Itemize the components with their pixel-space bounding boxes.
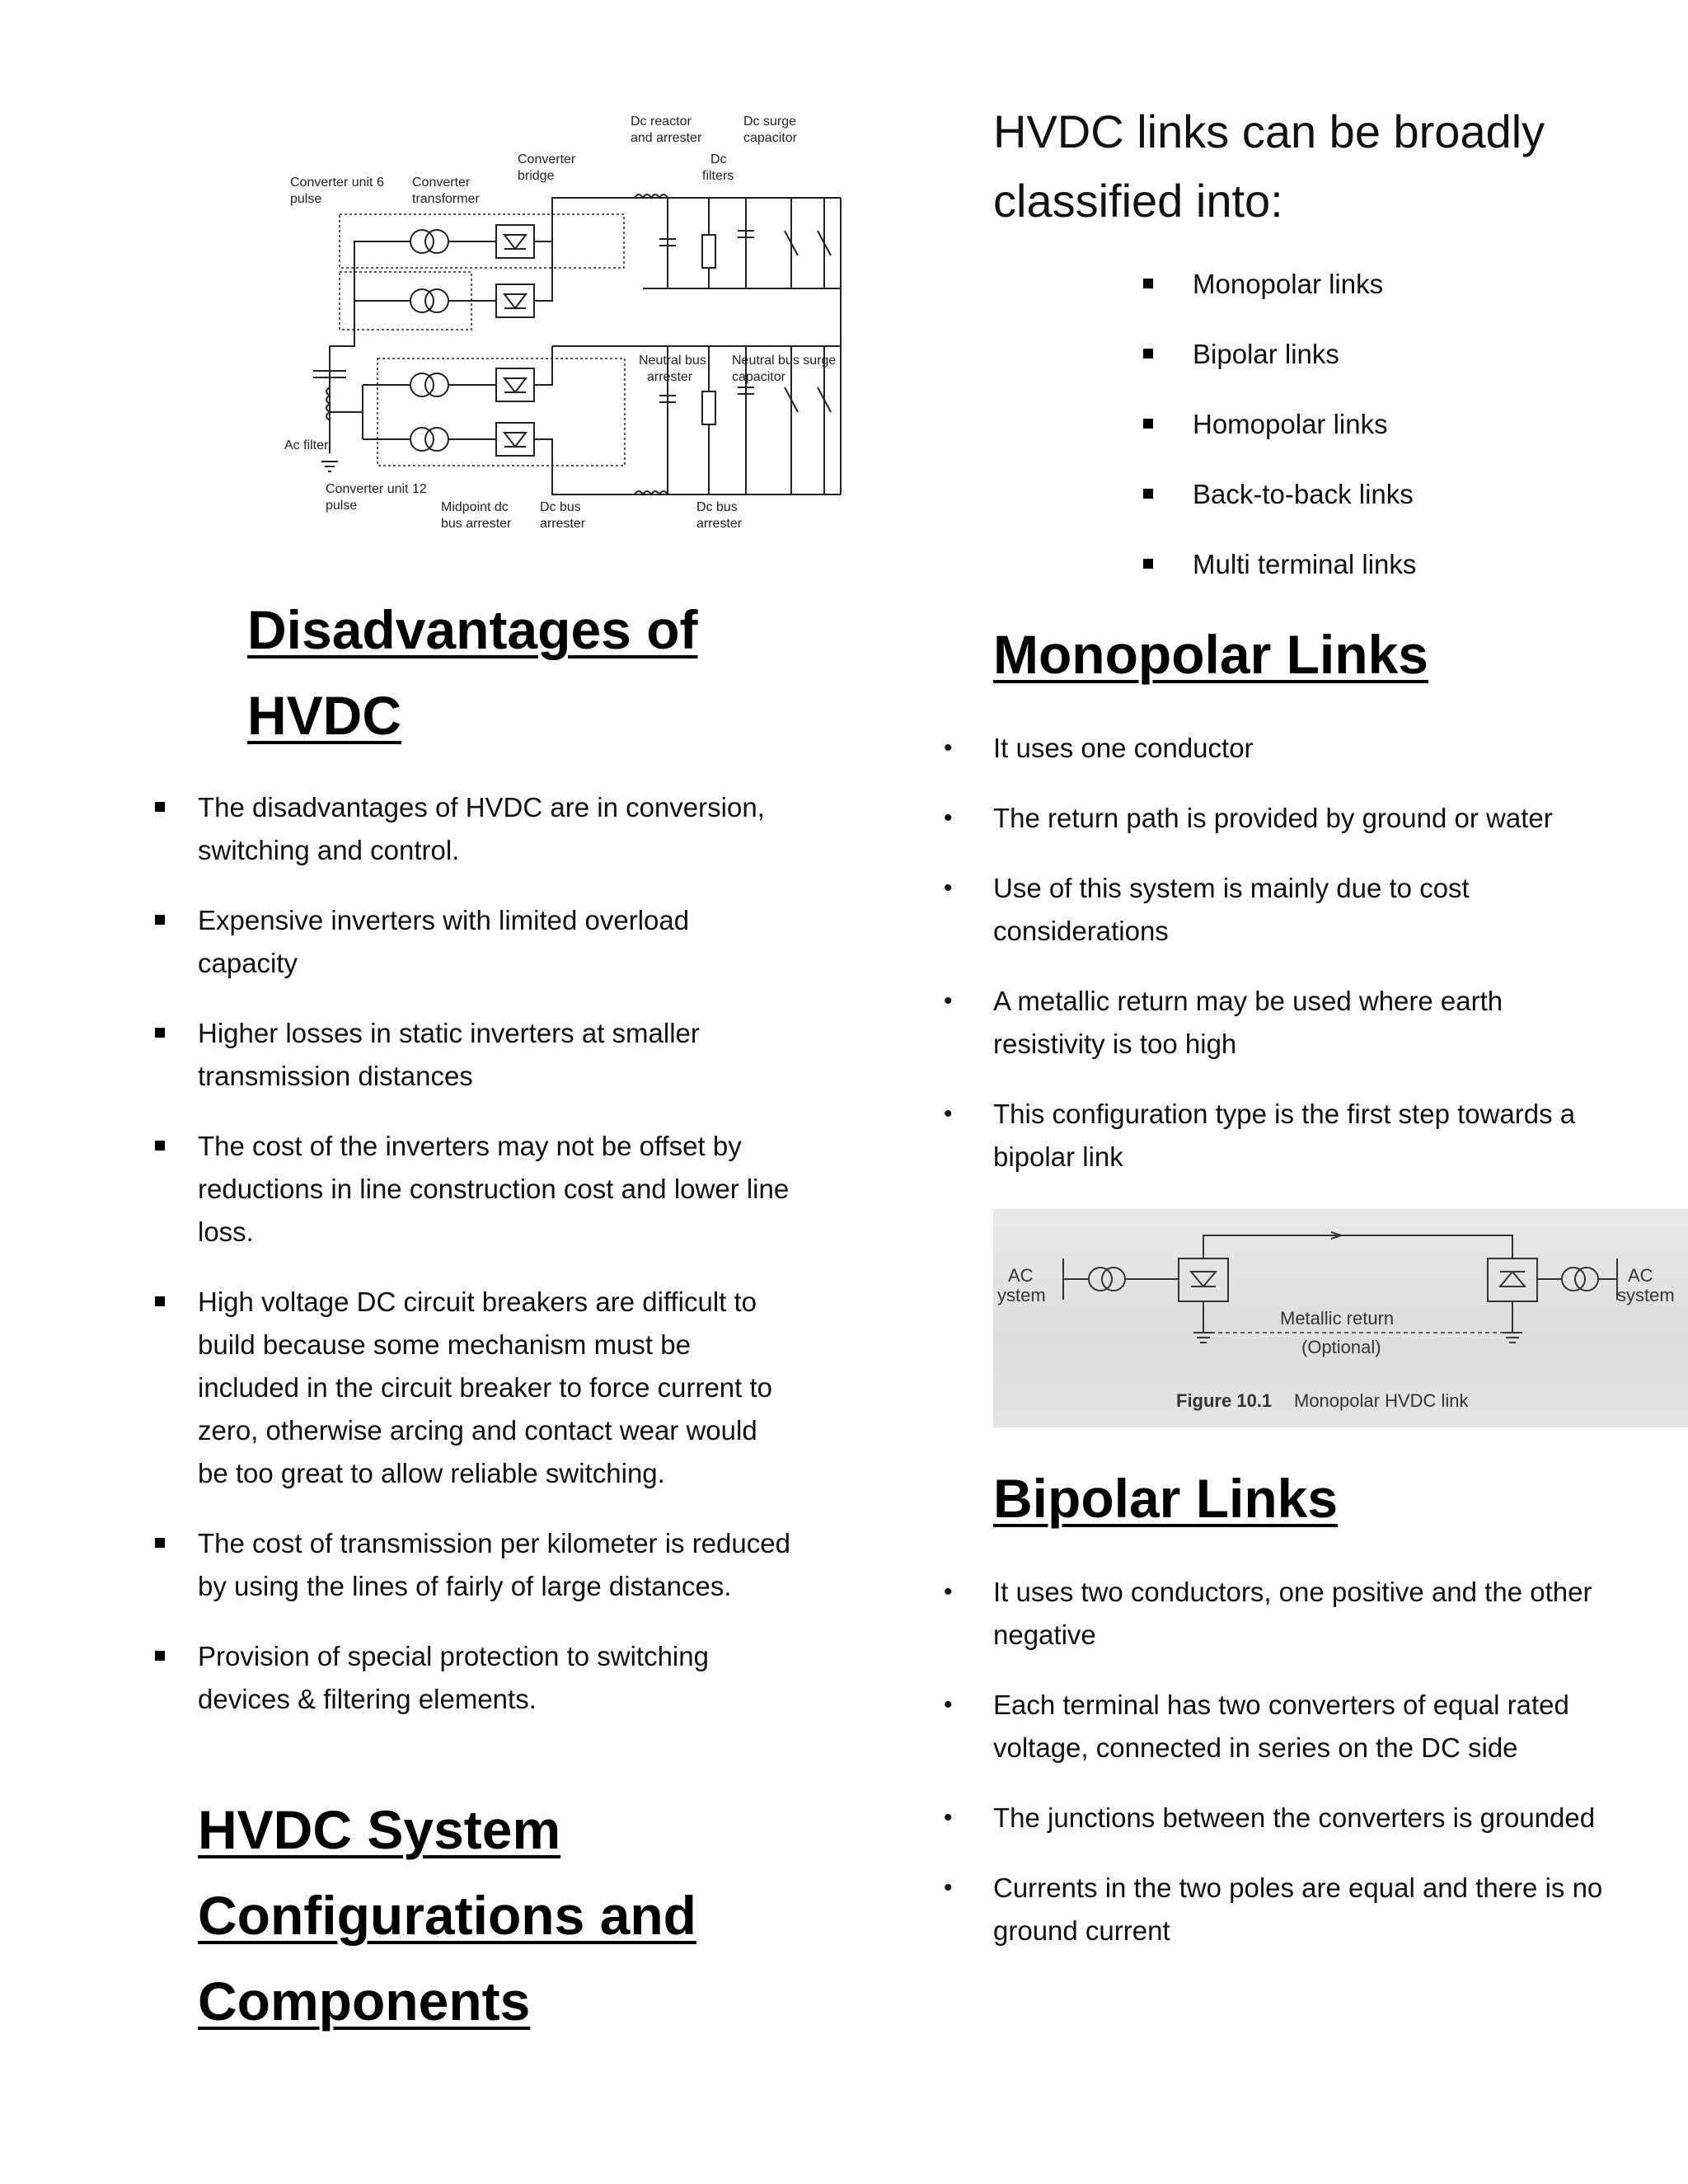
list-item xyxy=(944,867,1603,953)
bipolar-section xyxy=(993,1455,1653,1541)
list-item-text: It uses one conductor xyxy=(993,733,1254,763)
list-item-text: This configuration type is the first step towards a bipolar link xyxy=(993,1099,1576,1172)
square-bullet-icon xyxy=(155,1651,165,1661)
label-ac-filter: Ac filter xyxy=(284,438,329,452)
label-capacitor: capacitor xyxy=(743,131,797,145)
label-neutral-surge-2: capacitor xyxy=(732,370,785,384)
optional-label: (Optional) xyxy=(1301,1337,1381,1357)
list-item xyxy=(944,1093,1603,1179)
label-dcbus2: Dc bus xyxy=(696,500,738,514)
square-bullet-icon xyxy=(155,802,165,812)
list-item xyxy=(1193,333,1654,376)
square-bullet-icon xyxy=(155,1028,165,1038)
label-dcbus2-2: arrester xyxy=(696,517,743,531)
dot-bullet-icon: • xyxy=(944,1578,953,1605)
hvdc-converter-schematic xyxy=(280,107,857,544)
label-neutral-surge: Neutral bus surge xyxy=(732,354,837,368)
list-item xyxy=(198,786,791,872)
ac-right-label: AC xyxy=(1628,1265,1653,1286)
disadvantages-list xyxy=(198,786,791,1748)
config-heading xyxy=(198,1787,824,2044)
monopolar-heading: Monopolar Links xyxy=(993,624,1428,685)
label-dcbus1-2: arrester xyxy=(540,517,586,531)
monopolar-list xyxy=(944,727,1603,1206)
list-item xyxy=(198,1522,791,1608)
classification-intro xyxy=(993,97,1653,236)
list-item xyxy=(944,1867,1603,1952)
list-item-text: The cost of transmission per kilometer is reduced by using the lines of fairly of large distances. xyxy=(198,1528,790,1601)
config-heading-line2: Configurations and xyxy=(198,1885,696,1946)
list-item xyxy=(1193,263,1654,306)
list-item-text: It uses two conductors, one positive and the other negative xyxy=(993,1577,1592,1650)
classification-intro-line1: HVDC links can be broadly xyxy=(993,105,1545,157)
square-bullet-icon xyxy=(155,1538,165,1548)
label-midpoint-2: bus arrester xyxy=(441,517,512,531)
label-unit12: Converter unit 12 xyxy=(326,482,427,496)
ac-right-label-2: system xyxy=(1617,1285,1675,1305)
dot-bullet-icon: • xyxy=(944,874,953,902)
ac-left-label-2: ystem xyxy=(997,1285,1046,1305)
list-item-text: Provision of special protection to switching devices & filtering elements. xyxy=(198,1641,709,1714)
classification-list xyxy=(1193,263,1654,586)
label-dc-reactor: Dc reactor xyxy=(631,115,692,129)
square-bullet-icon xyxy=(1143,419,1153,429)
figure-caption-number: Figure 10.1 xyxy=(1176,1390,1273,1411)
list-item xyxy=(944,980,1603,1066)
ac-left-label: AC xyxy=(1008,1265,1034,1286)
square-bullet-icon xyxy=(155,1141,165,1151)
monopolar-hvdc-figure xyxy=(993,1209,1688,1427)
list-item xyxy=(198,1012,791,1098)
list-item-text: Monopolar links xyxy=(1193,269,1384,299)
list-item xyxy=(1193,543,1654,586)
metallic-return-label: Metallic return xyxy=(1280,1308,1395,1329)
dot-bullet-icon: • xyxy=(944,734,953,762)
label-unit12-pulse: pulse xyxy=(326,499,358,513)
square-bullet-icon xyxy=(1143,489,1153,499)
config-heading-line1: HVDC System xyxy=(198,1799,561,1860)
list-item xyxy=(198,899,791,985)
label-filters: filters xyxy=(702,169,734,183)
label-and-arrester: and arrester xyxy=(631,131,702,145)
list-item-text: Back-to-back links xyxy=(1193,479,1414,509)
list-item xyxy=(198,1125,791,1254)
bipolar-list xyxy=(944,1571,1603,1980)
label-conv-transformer: Converter xyxy=(412,176,471,190)
label-converter: Converter xyxy=(518,152,576,166)
list-item-text: Multi terminal links xyxy=(1193,549,1417,579)
square-bullet-icon xyxy=(155,915,165,925)
list-item-text: Expensive inverters with limited overload capacity xyxy=(198,905,690,978)
config-section xyxy=(198,1787,824,2044)
square-bullet-icon xyxy=(155,1296,165,1306)
classification-intro-line2: classified into: xyxy=(993,175,1283,227)
label-dcbus1: Dc bus xyxy=(540,500,581,514)
dot-bullet-icon: • xyxy=(944,1874,953,1901)
label-dc-surge: Dc surge xyxy=(743,115,797,129)
dot-bullet-icon: • xyxy=(944,1691,953,1718)
disadvantages-heading-line1: Disadvantages of xyxy=(247,599,698,660)
dot-bullet-icon: • xyxy=(944,1804,953,1831)
square-bullet-icon xyxy=(1143,349,1153,359)
disadvantages-heading xyxy=(247,587,791,758)
label-unit6-pulse: pulse xyxy=(290,192,322,206)
disadvantages-heading-line2: HVDC xyxy=(247,685,402,746)
list-item xyxy=(198,1635,791,1721)
label-neutral-bus: Neutral bus xyxy=(639,354,706,368)
list-item xyxy=(944,797,1603,840)
label-neutral-bus-2: arrester xyxy=(647,370,693,384)
label-unit6: Converter unit 6 xyxy=(290,176,384,190)
list-item-text: Bipolar links xyxy=(1193,339,1339,369)
list-item-text: Higher losses in static inverters at smaller transmission distances xyxy=(198,1018,700,1091)
list-item xyxy=(944,1797,1603,1840)
bipolar-heading: Bipolar Links xyxy=(993,1468,1339,1529)
dot-bullet-icon: • xyxy=(944,987,953,1015)
list-item xyxy=(1193,403,1654,446)
list-item-text: The return path is provided by ground or water xyxy=(993,803,1553,833)
disadvantages-section xyxy=(148,587,791,758)
list-item-text: Each terminal has two converters of equal rated voltage, connected in series on the DC side xyxy=(993,1690,1569,1763)
label-conv-transformer-2: transformer xyxy=(412,192,480,206)
list-item xyxy=(198,1281,791,1495)
monopolar-section xyxy=(993,612,1653,697)
dot-bullet-icon: • xyxy=(944,1100,953,1127)
list-item-text: Homopolar links xyxy=(1193,409,1388,439)
config-heading-line3: Components xyxy=(198,1971,531,2032)
list-item xyxy=(944,727,1603,770)
label-midpoint: Midpoint dc xyxy=(441,500,509,514)
list-item-text: Currents in the two poles are equal and there is no ground current xyxy=(993,1872,1603,1946)
list-item-text: High voltage DC circuit breakers are difficult to build because some mechanism must be included in the circuit breaker to force current to zero, otherwise arcing and contact wear would be too great to allow reliable switching. xyxy=(198,1286,773,1488)
dot-bullet-icon: • xyxy=(944,804,953,832)
list-item-text: The disadvantages of HVDC are in conversion, switching and control. xyxy=(198,792,765,865)
list-item xyxy=(944,1571,1603,1657)
list-item-text: Use of this system is mainly due to cost considerations xyxy=(993,873,1470,946)
list-item xyxy=(1193,473,1654,516)
list-item-text: The junctions between the converters is grounded xyxy=(993,1802,1596,1833)
list-item xyxy=(944,1684,1603,1769)
square-bullet-icon xyxy=(1143,559,1153,569)
label-bridge: bridge xyxy=(518,169,555,183)
list-item-text: A metallic return may be used where earth resistivity is too high xyxy=(993,986,1503,1059)
square-bullet-icon xyxy=(1143,279,1153,288)
label-dc: Dc xyxy=(710,152,727,166)
figure-caption-text: Monopolar HVDC link xyxy=(1294,1390,1469,1411)
classification-section xyxy=(993,97,1653,236)
list-item-text: The cost of the inverters may not be offset by reductions in line construction cost and lower line loss. xyxy=(198,1131,790,1247)
